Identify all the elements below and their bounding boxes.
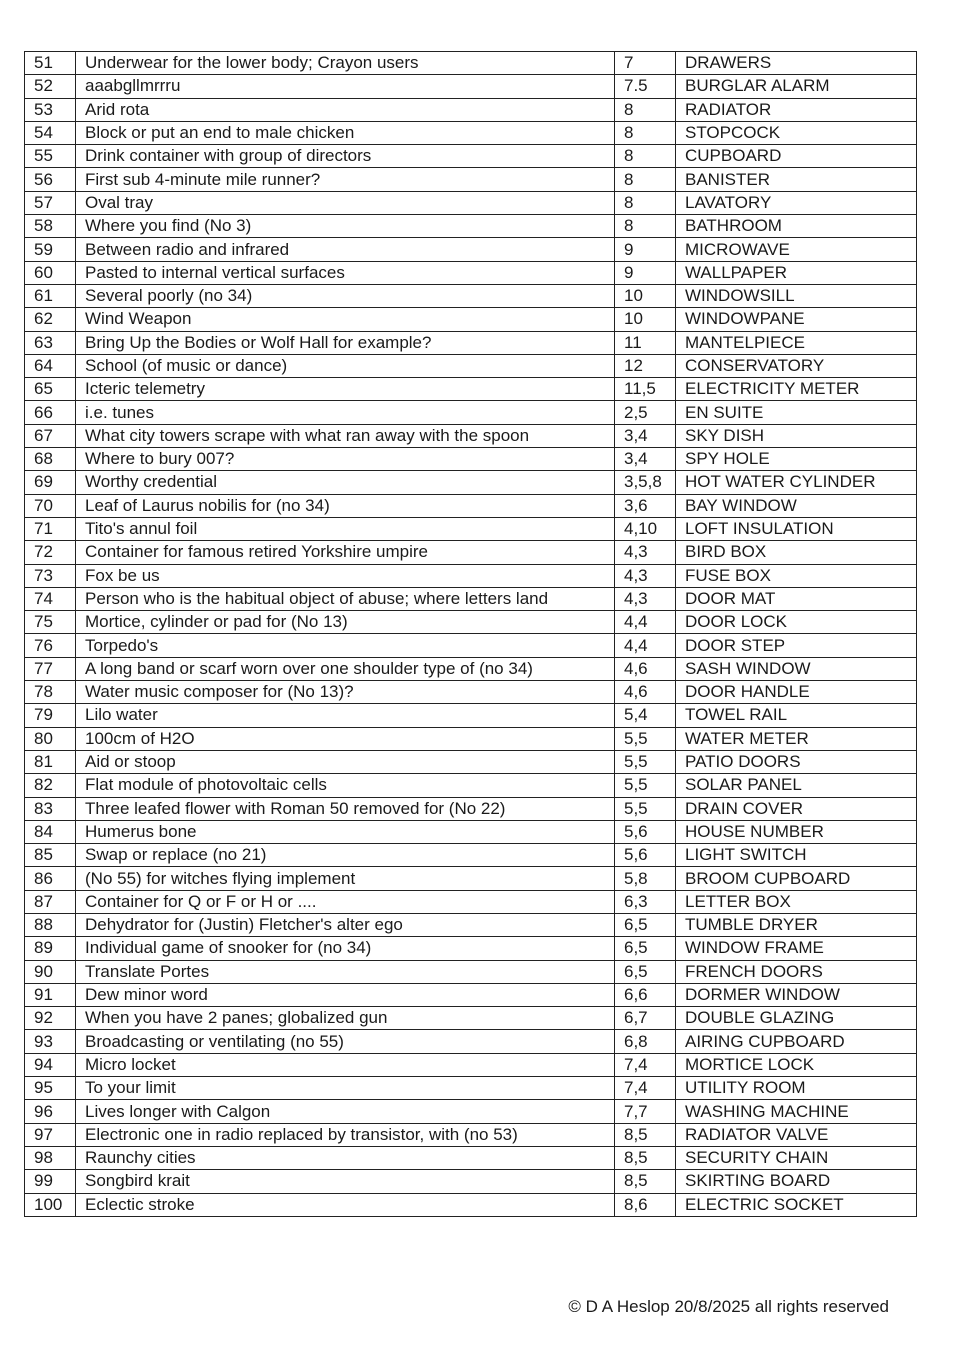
answer-length: 8,5 [615,1170,676,1193]
answer-text: DRAIN COVER [676,797,917,820]
answer-text: TUMBLE DRYER [676,913,917,936]
answer-text: HOUSE NUMBER [676,820,917,843]
row-number: 66 [25,401,76,424]
answer-length: 9 [615,238,676,261]
table-row [25,937,917,960]
row-number: 81 [25,750,76,773]
answer-text: PATIO DOORS [676,750,917,773]
copyright-footer: © D A Heslop 20/8/2025 all rights reserved [568,1297,889,1316]
answer-length: 5,6 [615,844,676,867]
answer-text: ELECTRIC SOCKET [676,1193,917,1216]
table-row [25,564,917,587]
answer-text: CUPBOARD [676,145,917,168]
row-number: 61 [25,284,76,307]
answer-text: MANTELPIECE [676,331,917,354]
table-row [25,820,917,843]
answer-length: 8,5 [615,1123,676,1146]
clue-text: Where to bury 007? [76,448,615,471]
answer-length: 8,5 [615,1146,676,1169]
row-number: 99 [25,1170,76,1193]
table-row [25,960,917,983]
answer-text: TOWEL RAIL [676,704,917,727]
table-row [25,331,917,354]
answer-text: UTILITY ROOM [676,1077,917,1100]
answer-text: DOUBLE GLAZING [676,1007,917,1030]
table-row [25,913,917,936]
clue-text: 100cm of H2O [76,727,615,750]
answer-text: SPY HOLE [676,448,917,471]
answer-text: WATER METER [676,727,917,750]
answer-text: SKIRTING BOARD [676,1170,917,1193]
answer-length: 7,4 [615,1077,676,1100]
clue-text: Swap or replace (no 21) [76,844,615,867]
row-number: 62 [25,308,76,331]
table-row [25,1123,917,1146]
row-number: 89 [25,937,76,960]
clue-text: Between radio and infrared [76,238,615,261]
answer-length: 12 [615,354,676,377]
table-row [25,704,917,727]
row-number: 84 [25,820,76,843]
clue-text: Arid rota [76,98,615,121]
row-number: 96 [25,1100,76,1123]
answer-length: 4,4 [615,611,676,634]
row-number: 95 [25,1077,76,1100]
table-row [25,1146,917,1169]
clue-text: Songbird krait [76,1170,615,1193]
table-row [25,1100,917,1123]
answer-text: DOOR STEP [676,634,917,657]
clue-text: Torpedo's [76,634,615,657]
answer-text: ELECTRICITY METER [676,378,917,401]
row-number: 72 [25,541,76,564]
clue-text: When you have 2 panes; globalized gun [76,1007,615,1030]
answer-length: 11 [615,331,676,354]
clue-text: Icteric telemetry [76,378,615,401]
row-number: 55 [25,145,76,168]
clue-text: Water music composer for (No 13)? [76,681,615,704]
clue-text: First sub 4-minute mile runner? [76,168,615,191]
clue-text: School (of music or dance) [76,354,615,377]
row-number: 56 [25,168,76,191]
table-row [25,401,917,424]
answer-length: 6,5 [615,913,676,936]
answer-length: 3,4 [615,448,676,471]
row-number: 67 [25,424,76,447]
answer-text: BATHROOM [676,215,917,238]
row-number: 51 [25,52,76,75]
table-row [25,284,917,307]
answer-text: FRENCH DOORS [676,960,917,983]
clue-text: Where you find (No 3) [76,215,615,238]
table-row [25,983,917,1006]
table-row [25,471,917,494]
table-row [25,727,917,750]
table-row [25,867,917,890]
row-number: 52 [25,75,76,98]
row-number: 78 [25,681,76,704]
answer-length: 4,10 [615,517,676,540]
clue-text: Dew minor word [76,983,615,1006]
row-number: 57 [25,191,76,214]
clue-text: Drink container with group of directors [76,145,615,168]
answer-text: BIRD BOX [676,541,917,564]
clue-text: Lives longer with Calgon [76,1100,615,1123]
row-number: 93 [25,1030,76,1053]
answer-length: 6,5 [615,937,676,960]
clue-text: i.e. tunes [76,401,615,424]
row-number: 69 [25,471,76,494]
answer-text: WINDOWPANE [676,308,917,331]
table-row [25,681,917,704]
answer-length: 3,5,8 [615,471,676,494]
clue-text: To your limit [76,1077,615,1100]
clue-text: Dehydrator for (Justin) Fletcher's alter ego [76,913,615,936]
answer-length: 8 [615,98,676,121]
clue-text: Several poorly (no 34) [76,284,615,307]
row-number: 53 [25,98,76,121]
table-row [25,378,917,401]
answer-text: DOOR MAT [676,587,917,610]
answer-length: 10 [615,284,676,307]
table-row [25,168,917,191]
answer-text: FUSE BOX [676,564,917,587]
answer-length: 5,5 [615,797,676,820]
answer-text: WASHING MACHINE [676,1100,917,1123]
answer-length: 4,6 [615,681,676,704]
clue-text: Container for Q or F or H or .... [76,890,615,913]
clue-text: Broadcasting or ventilating (no 55) [76,1030,615,1053]
clue-text: Leaf of Laurus nobilis for (no 34) [76,494,615,517]
clue-text: Electronic one in radio replaced by transistor, with (no 53) [76,1123,615,1146]
answer-text: DOOR HANDLE [676,681,917,704]
clue-text: Raunchy cities [76,1146,615,1169]
row-number: 71 [25,517,76,540]
answer-text: STOPCOCK [676,121,917,144]
answer-length: 6,3 [615,890,676,913]
row-number: 54 [25,121,76,144]
row-number: 87 [25,890,76,913]
answer-length: 4,4 [615,634,676,657]
table-row [25,261,917,284]
row-number: 65 [25,378,76,401]
clue-text: aaabgllmrrru [76,75,615,98]
clue-text: Individual game of snooker for (no 34) [76,937,615,960]
answer-text: BANISTER [676,168,917,191]
row-number: 75 [25,611,76,634]
table-row [25,541,917,564]
answer-text: LOFT INSULATION [676,517,917,540]
table-row [25,1030,917,1053]
row-number: 80 [25,727,76,750]
answer-length: 8 [615,215,676,238]
row-number: 91 [25,983,76,1006]
clue-text: Worthy credential [76,471,615,494]
table-row [25,587,917,610]
answer-length: 6,6 [615,983,676,1006]
answer-text: RADIATOR [676,98,917,121]
row-number: 60 [25,261,76,284]
clue-table [24,51,917,1217]
clue-text: Micro locket [76,1053,615,1076]
clue-text: Flat module of photovoltaic cells [76,774,615,797]
clue-text: (No 55) for witches flying implement [76,867,615,890]
answer-text: BAY WINDOW [676,494,917,517]
table-row [25,308,917,331]
answer-length: 4,3 [615,564,676,587]
answer-length: 5,4 [615,704,676,727]
answer-length: 5,5 [615,750,676,773]
clue-text: Bring Up the Bodies or Wolf Hall for example? [76,331,615,354]
answer-text: MORTICE LOCK [676,1053,917,1076]
answer-length: 5,5 [615,774,676,797]
row-number: 100 [25,1193,76,1216]
table-row [25,98,917,121]
clue-text: Container for famous retired Yorkshire umpire [76,541,615,564]
table-row [25,1007,917,1030]
answer-length: 8 [615,168,676,191]
answer-text: WINDOWSILL [676,284,917,307]
row-number: 86 [25,867,76,890]
answer-text: DOOR LOCK [676,611,917,634]
row-number: 83 [25,797,76,820]
row-number: 73 [25,564,76,587]
answer-length: 7 [615,52,676,75]
row-number: 59 [25,238,76,261]
answer-length: 4,6 [615,657,676,680]
row-number: 88 [25,913,76,936]
clue-text: Underwear for the lower body; Crayon users [76,52,615,75]
answer-length: 6,8 [615,1030,676,1053]
answer-length: 5,8 [615,867,676,890]
row-number: 79 [25,704,76,727]
row-number: 97 [25,1123,76,1146]
answer-text: SECURITY CHAIN [676,1146,917,1169]
answer-text: CONSERVATORY [676,354,917,377]
clue-text: Pasted to internal vertical surfaces [76,261,615,284]
table-row [25,774,917,797]
table-row [25,1053,917,1076]
clue-answer-sheet [24,51,916,1217]
answer-text: SASH WINDOW [676,657,917,680]
clue-text: Fox be us [76,564,615,587]
table-row [25,215,917,238]
table-row [25,844,917,867]
answer-length: 8,6 [615,1193,676,1216]
row-number: 98 [25,1146,76,1169]
row-number: 85 [25,844,76,867]
row-number: 64 [25,354,76,377]
table-row [25,750,917,773]
answer-length: 8 [615,191,676,214]
answer-text: LAVATORY [676,191,917,214]
answer-text: AIRING CUPBOARD [676,1030,917,1053]
row-number: 77 [25,657,76,680]
table-row [25,1170,917,1193]
answer-text: HOT WATER CYLINDER [676,471,917,494]
clue-text: Translate Portes [76,960,615,983]
answer-length: 2,5 [615,401,676,424]
table-row [25,121,917,144]
table-row [25,797,917,820]
row-number: 74 [25,587,76,610]
answer-length: 11,5 [615,378,676,401]
answer-length: 7,4 [615,1053,676,1076]
answer-text: BURGLAR ALARM [676,75,917,98]
answer-length: 3,4 [615,424,676,447]
table-row [25,75,917,98]
clue-text: Oval tray [76,191,615,214]
row-number: 63 [25,331,76,354]
clue-text: Three leafed flower with Roman 50 removed for (No 22) [76,797,615,820]
answer-text: WALLPAPER [676,261,917,284]
answer-length: 4,3 [615,587,676,610]
answer-text: EN SUITE [676,401,917,424]
answer-length: 3,6 [615,494,676,517]
answer-length: 7,7 [615,1100,676,1123]
answer-text: MICROWAVE [676,238,917,261]
table-row [25,1077,917,1100]
table-row [25,424,917,447]
table-row [25,494,917,517]
row-number: 94 [25,1053,76,1076]
clue-table-body [25,52,917,1217]
table-row [25,611,917,634]
row-number: 76 [25,634,76,657]
clue-text: What city towers scrape with what ran away with the spoon [76,424,615,447]
answer-length: 7.5 [615,75,676,98]
row-number: 92 [25,1007,76,1030]
answer-length: 6,5 [615,960,676,983]
answer-length: 10 [615,308,676,331]
row-number: 68 [25,448,76,471]
table-row [25,448,917,471]
clue-text: Block or put an end to male chicken [76,121,615,144]
row-number: 70 [25,494,76,517]
table-row [25,890,917,913]
table-row [25,1193,917,1216]
clue-text: Aid or stoop [76,750,615,773]
clue-text: Tito's annul foil [76,517,615,540]
answer-text: BROOM CUPBOARD [676,867,917,890]
answer-length: 6,7 [615,1007,676,1030]
table-row [25,238,917,261]
table-row [25,191,917,214]
answer-text: WINDOW FRAME [676,937,917,960]
answer-text: LIGHT SWITCH [676,844,917,867]
table-row [25,354,917,377]
clue-text: Person who is the habitual object of abuse; where letters land [76,587,615,610]
answer-text: DRAWERS [676,52,917,75]
table-row [25,145,917,168]
clue-text: Eclectic stroke [76,1193,615,1216]
answer-length: 8 [615,145,676,168]
answer-text: RADIATOR VALVE [676,1123,917,1146]
answer-length: 8 [615,121,676,144]
clue-text: Wind Weapon [76,308,615,331]
answer-length: 9 [615,261,676,284]
table-row [25,517,917,540]
answer-length: 5,6 [615,820,676,843]
table-row [25,657,917,680]
answer-text: SOLAR PANEL [676,774,917,797]
clue-text: A long band or scarf worn over one shoulder type of (no 34) [76,657,615,680]
table-row [25,634,917,657]
answer-text: DORMER WINDOW [676,983,917,1006]
row-number: 58 [25,215,76,238]
clue-text: Lilo water [76,704,615,727]
answer-text: LETTER BOX [676,890,917,913]
row-number: 82 [25,774,76,797]
table-row [25,52,917,75]
answer-length: 5,5 [615,727,676,750]
clue-text: Mortice, cylinder or pad for (No 13) [76,611,615,634]
answer-length: 4,3 [615,541,676,564]
answer-text: SKY DISH [676,424,917,447]
clue-text: Humerus bone [76,820,615,843]
row-number: 90 [25,960,76,983]
